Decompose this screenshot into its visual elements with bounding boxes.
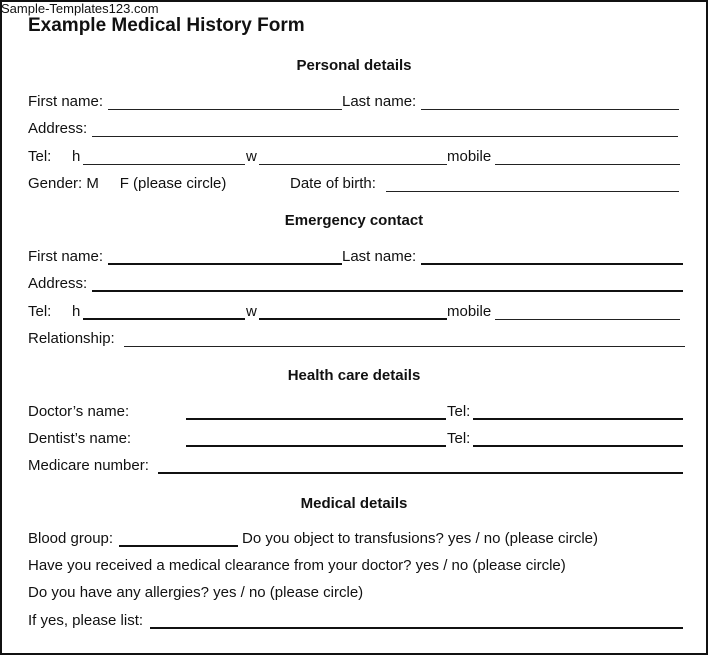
section-emergency-heading: Emergency contact [284,212,424,229]
personal-tel-mobile-label: mobile [447,148,492,165]
dentist-name-field[interactable] [186,445,446,447]
personal-tel-work-field[interactable] [259,164,447,165]
emergency-relationship-label: Relationship: [28,330,115,347]
emergency-first-name-label: First name: [28,248,104,265]
doctor-tel-label: Tel: [447,403,471,420]
emergency-address-label: Address: [28,275,88,292]
emergency-tel-home-field[interactable] [83,318,245,320]
section-medical-heading: Medical details [300,495,408,512]
allergies-question[interactable]: Do you have any allergies? yes / no (please circle) [28,584,364,601]
emergency-last-name-field[interactable] [421,263,683,265]
emergency-last-name-label: Last name: [342,248,417,265]
emergency-tel-mobile-label: mobile [447,303,492,320]
emergency-tel-mobile-field[interactable] [495,319,680,320]
personal-address-label: Address: [28,120,88,137]
emergency-tel-work-label: w [246,303,257,320]
watermark: Sample-Templates123.com [1,1,159,16]
section-health-heading: Health care details [287,367,421,384]
transfusions-question[interactable]: Do you object to transfusions? yes / no (please circle) [242,530,599,547]
personal-dob-label: Date of birth: [290,175,376,192]
personal-tel-mobile-field[interactable] [495,164,680,165]
personal-tel-home-label: h [72,148,81,165]
emergency-first-name-field[interactable] [108,263,342,265]
dentist-name-label: Dentist’s name: [28,430,132,447]
section-personal-heading: Personal details [296,57,412,74]
dentist-tel-field[interactable] [473,445,683,447]
personal-gender-label[interactable]: Gender: M F (please circle) [28,175,227,192]
doctor-name-label: Doctor’s name: [28,403,130,420]
personal-tel-home-field[interactable] [83,164,245,165]
emergency-tel-label: Tel: [28,303,52,320]
personal-last-name-field[interactable] [421,109,679,110]
personal-last-name-label: Last name: [342,93,417,110]
doctor-tel-field[interactable] [473,418,683,420]
personal-tel-work-label: w [246,148,257,165]
personal-tel-label: Tel: [28,148,52,165]
allergies-list-field[interactable] [150,627,683,629]
medicare-number-field[interactable] [158,472,683,474]
blood-group-field[interactable] [119,545,238,547]
personal-first-name-field[interactable] [108,109,342,110]
blood-group-label: Blood group: [28,530,114,547]
form-title: Example Medical History Form [28,15,305,36]
personal-dob-field[interactable] [386,191,679,192]
dentist-tel-label: Tel: [447,430,471,447]
medicare-number-label: Medicare number: [28,457,149,474]
personal-address-field[interactable] [92,136,678,137]
emergency-relationship-field[interactable] [124,346,685,347]
emergency-tel-home-label: h [72,303,81,320]
clearance-question[interactable]: Have you received a medical clearance from your doctor? yes / no (please circle) [28,557,566,574]
emergency-tel-work-field[interactable] [259,318,447,320]
doctor-name-field[interactable] [186,418,446,420]
personal-first-name-label: First name: [28,93,104,110]
emergency-address-field[interactable] [92,290,683,292]
allergies-list-label: If yes, please list: [28,612,144,629]
